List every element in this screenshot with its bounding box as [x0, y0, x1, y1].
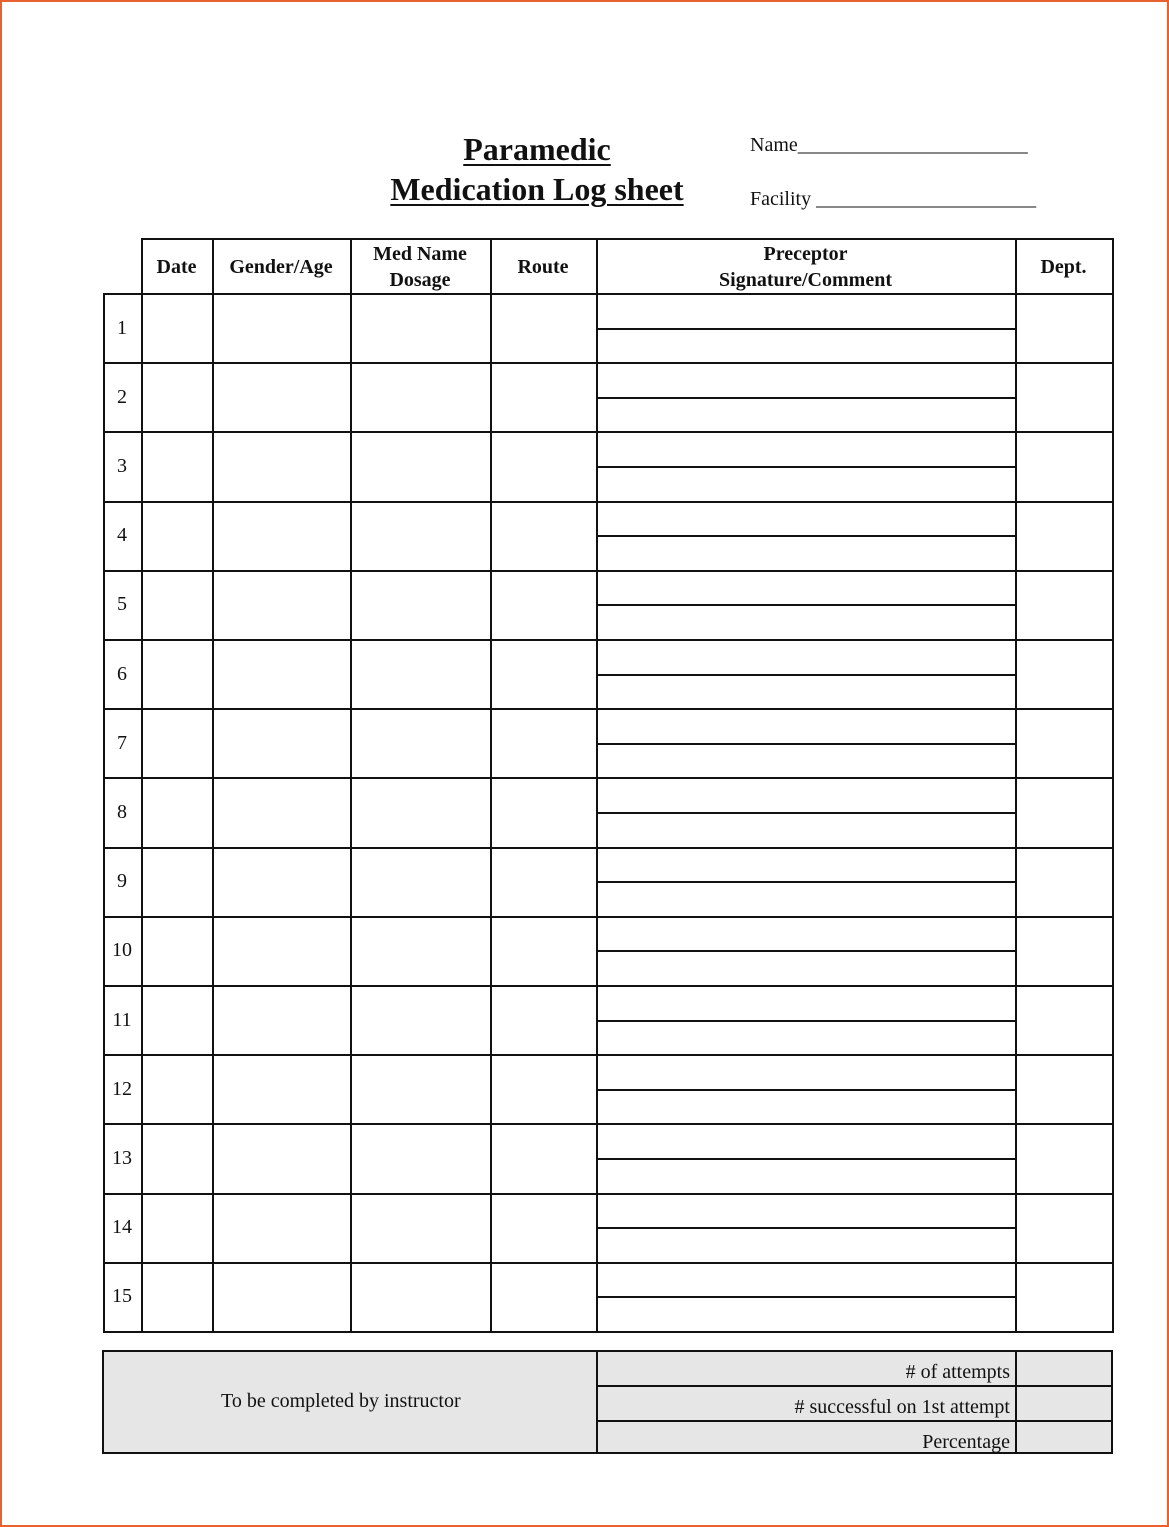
footer-divider — [596, 1352, 598, 1452]
row-number: 2 — [117, 386, 127, 408]
preceptor-top-cell[interactable] — [598, 295, 1015, 328]
date-cell[interactable] — [143, 710, 212, 777]
date-cell[interactable] — [143, 918, 212, 985]
route-cell[interactable] — [492, 641, 596, 708]
title-line-2: Medication Log sheet — [390, 171, 684, 207]
row-number: 5 — [117, 593, 127, 615]
preceptor-bottom-cell[interactable] — [598, 606, 1015, 639]
dept-cell[interactable] — [1017, 433, 1112, 500]
route-cell[interactable] — [492, 710, 596, 777]
route-cell[interactable] — [492, 1125, 596, 1192]
gender-age-cell[interactable] — [214, 1056, 350, 1123]
gender-age-cell[interactable] — [214, 433, 350, 500]
row-number: 14 — [112, 1216, 132, 1238]
med-name-cell[interactable] — [352, 1125, 490, 1192]
route-cell[interactable] — [492, 1056, 596, 1123]
preceptor-bottom-cell[interactable] — [598, 1229, 1015, 1262]
dept-cell[interactable] — [1017, 503, 1112, 570]
preceptor-top-cell[interactable] — [598, 918, 1015, 951]
preceptor-top-cell[interactable] — [598, 572, 1015, 605]
gender-age-cell[interactable] — [214, 1125, 350, 1192]
dept-cell[interactable] — [1017, 849, 1112, 916]
gender-age-cell[interactable] — [214, 295, 350, 362]
percentage-label: Percentage — [922, 1431, 1010, 1453]
preceptor-bottom-cell[interactable] — [598, 1091, 1015, 1124]
gender-age-cell[interactable] — [214, 849, 350, 916]
row-number: 11 — [112, 1009, 132, 1031]
column-border — [1112, 238, 1114, 1333]
row-number: 13 — [112, 1147, 132, 1169]
date-cell[interactable] — [143, 295, 212, 362]
row-number: 10 — [112, 939, 132, 961]
row-border — [103, 1331, 1114, 1333]
dept-cell[interactable] — [1017, 779, 1112, 846]
date-cell[interactable] — [143, 849, 212, 916]
preceptor-bottom-cell[interactable] — [598, 883, 1015, 916]
preceptor-top-cell[interactable] — [598, 1264, 1015, 1297]
route-cell[interactable] — [492, 1264, 596, 1331]
column-header-label-2: Signature/Comment — [719, 268, 892, 291]
med-name-cell[interactable] — [352, 295, 490, 362]
date-cell[interactable] — [143, 433, 212, 500]
first-attempt-value-field[interactable] — [1017, 1387, 1113, 1420]
med-name-cell[interactable] — [352, 918, 490, 985]
route-cell[interactable] — [492, 364, 596, 431]
first-attempt-success-label: # successful on 1st attempt — [794, 1396, 1010, 1418]
dept-cell[interactable] — [1017, 572, 1112, 639]
date-cell[interactable] — [143, 503, 212, 570]
preceptor-bottom-cell[interactable] — [598, 537, 1015, 570]
dept-cell[interactable] — [1017, 710, 1112, 777]
route-cell[interactable] — [492, 918, 596, 985]
row-number: 9 — [117, 870, 127, 892]
column-header-label: Preceptor — [763, 242, 848, 265]
preceptor-top-cell[interactable] — [598, 710, 1015, 743]
instructor-note: To be completed by instructor — [221, 1390, 461, 1412]
gender-age-cell[interactable] — [214, 779, 350, 846]
dept-cell[interactable] — [1017, 918, 1112, 985]
gender-age-cell[interactable] — [214, 572, 350, 639]
date-cell[interactable] — [143, 1195, 212, 1262]
preceptor-top-cell[interactable] — [598, 987, 1015, 1020]
route-cell[interactable] — [492, 433, 596, 500]
dept-cell[interactable] — [1017, 295, 1112, 362]
title-line-1: Paramedic — [463, 131, 611, 167]
dept-cell[interactable] — [1017, 1056, 1112, 1123]
med-name-cell[interactable] — [352, 364, 490, 431]
route-cell[interactable] — [492, 572, 596, 639]
name-field[interactable]: Name_______________________ — [750, 134, 1028, 156]
column-header-med-name — [350, 240, 490, 293]
dept-cell[interactable] — [1017, 1264, 1112, 1331]
preceptor-bottom-cell[interactable] — [598, 1298, 1015, 1331]
gender-age-cell[interactable] — [214, 364, 350, 431]
column-header-dept — [1015, 240, 1112, 293]
gender-age-cell[interactable] — [214, 710, 350, 777]
dept-cell[interactable] — [1017, 987, 1112, 1054]
column-header-label: Date — [156, 255, 197, 278]
route-cell[interactable] — [492, 295, 596, 362]
column-header-label: Gender/Age — [229, 255, 333, 278]
facility-field[interactable]: Facility ______________________ — [750, 188, 1037, 210]
column-header-date — [141, 240, 212, 293]
column-header-route — [490, 240, 596, 293]
column-header-label: Dept. — [1040, 255, 1087, 278]
med-name-cell[interactable] — [352, 641, 490, 708]
row-number: 8 — [117, 801, 127, 823]
med-name-cell[interactable] — [352, 710, 490, 777]
preceptor-bottom-cell[interactable] — [598, 330, 1015, 363]
row-number: 6 — [117, 663, 127, 685]
preceptor-top-cell[interactable] — [598, 503, 1015, 536]
preceptor-bottom-cell[interactable] — [598, 814, 1015, 847]
instructor-section — [102, 1350, 1113, 1454]
route-cell[interactable] — [492, 849, 596, 916]
dept-cell[interactable] — [1017, 1125, 1112, 1192]
gender-age-cell[interactable] — [214, 1264, 350, 1331]
row-number: 1 — [117, 317, 127, 339]
gender-age-cell[interactable] — [214, 1195, 350, 1262]
date-cell[interactable] — [143, 1264, 212, 1331]
row-number: 12 — [112, 1078, 132, 1100]
date-cell[interactable] — [143, 779, 212, 846]
attempts-label: # of attempts — [905, 1361, 1010, 1383]
route-cell[interactable] — [492, 987, 596, 1054]
gender-age-cell[interactable] — [214, 503, 350, 570]
preceptor-bottom-cell[interactable] — [598, 745, 1015, 778]
gender-age-cell[interactable] — [214, 987, 350, 1054]
med-name-cell[interactable] — [352, 1195, 490, 1262]
preceptor-top-cell[interactable] — [598, 641, 1015, 674]
row-number: 4 — [117, 524, 127, 546]
attempts-value-field[interactable] — [1017, 1352, 1113, 1385]
row-number: 7 — [117, 732, 127, 754]
column-header-label-2: Dosage — [389, 268, 451, 291]
dept-cell[interactable] — [1017, 364, 1112, 431]
preceptor-bottom-cell[interactable] — [598, 676, 1015, 709]
med-name-cell[interactable] — [352, 503, 490, 570]
date-cell[interactable] — [143, 1125, 212, 1192]
gender-age-cell[interactable] — [214, 918, 350, 985]
row-number: 15 — [112, 1285, 132, 1307]
column-header-label: Med Name — [373, 242, 467, 265]
dept-cell[interactable] — [1017, 1195, 1112, 1262]
date-cell[interactable] — [143, 364, 212, 431]
date-cell[interactable] — [143, 987, 212, 1054]
row-number: 3 — [117, 455, 127, 477]
preceptor-bottom-cell[interactable] — [598, 952, 1015, 985]
gender-age-cell[interactable] — [214, 641, 350, 708]
preceptor-bottom-cell[interactable] — [598, 468, 1015, 501]
dept-cell[interactable] — [1017, 641, 1112, 708]
column-header-gender-age — [212, 240, 350, 293]
preceptor-top-cell[interactable] — [598, 779, 1015, 812]
percentage-value-field[interactable] — [1017, 1422, 1113, 1452]
preceptor-bottom-cell[interactable] — [598, 399, 1015, 432]
preceptor-top-cell[interactable] — [598, 433, 1015, 466]
route-cell[interactable] — [492, 1195, 596, 1262]
preceptor-top-cell[interactable] — [598, 1056, 1015, 1089]
med-name-cell[interactable] — [352, 1056, 490, 1123]
column-header-label: Route — [517, 255, 569, 278]
date-cell[interactable] — [143, 641, 212, 708]
preceptor-top-cell[interactable] — [598, 1125, 1015, 1158]
preceptor-top-cell[interactable] — [598, 849, 1015, 882]
med-name-cell[interactable] — [352, 849, 490, 916]
date-cell[interactable] — [143, 1056, 212, 1123]
med-name-cell[interactable] — [352, 572, 490, 639]
med-name-cell[interactable] — [352, 433, 490, 500]
preceptor-top-cell[interactable] — [598, 1195, 1015, 1228]
route-cell[interactable] — [492, 779, 596, 846]
column-header-preceptor — [596, 240, 1015, 293]
med-name-cell[interactable] — [352, 779, 490, 846]
preceptor-bottom-cell[interactable] — [598, 1022, 1015, 1055]
med-name-cell[interactable] — [352, 987, 490, 1054]
route-cell[interactable] — [492, 503, 596, 570]
preceptor-bottom-cell[interactable] — [598, 1160, 1015, 1193]
date-cell[interactable] — [143, 572, 212, 639]
med-name-cell[interactable] — [352, 1264, 490, 1331]
preceptor-top-cell[interactable] — [598, 364, 1015, 397]
